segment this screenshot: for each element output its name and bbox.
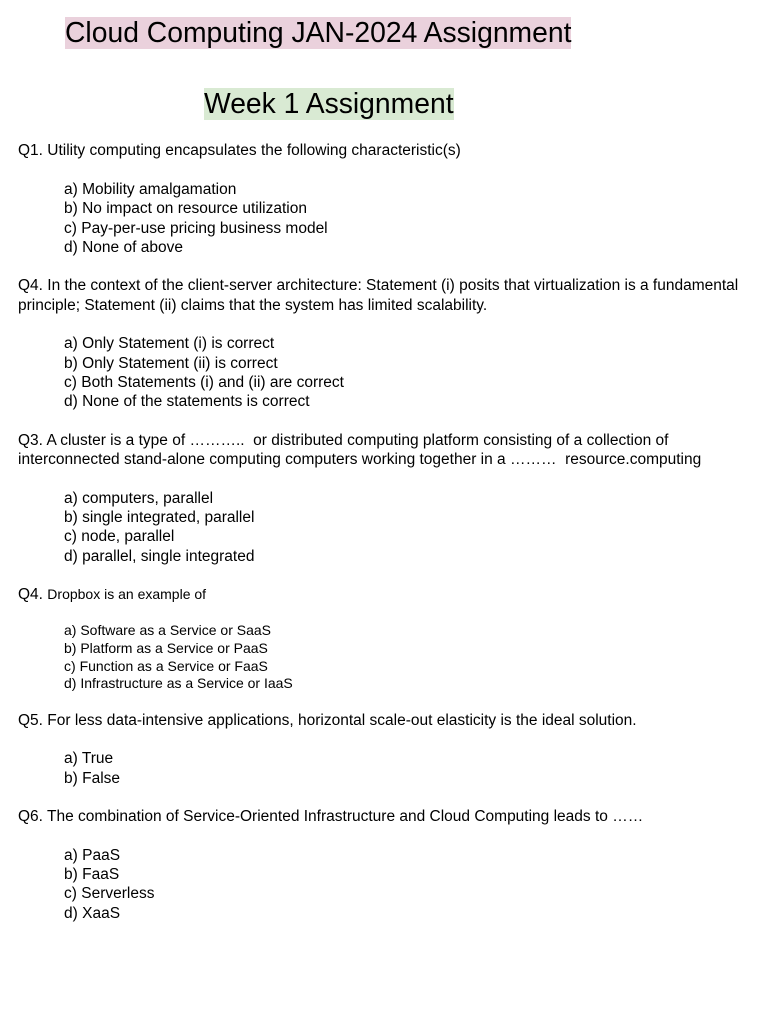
option-text: Both Statements (i) and (ii) are correct	[81, 373, 344, 391]
option-text: Function as a Service or FaaS	[79, 657, 268, 674]
question-text: Dropbox is an example of	[47, 586, 207, 603]
options-list	[18, 622, 750, 693]
question-block-4	[18, 585, 750, 693]
option-c	[64, 219, 750, 238]
option-text: FaaS	[82, 866, 120, 884]
option-label: a)	[64, 489, 78, 507]
option-b	[64, 508, 750, 527]
option-d	[64, 675, 750, 693]
option-text: None of above	[82, 238, 183, 256]
options-list	[18, 489, 750, 566]
option-d	[64, 904, 750, 923]
option-text: Only Statement (ii) is correct	[82, 354, 278, 372]
options-list	[18, 180, 750, 257]
option-text: parallel, single integrated	[82, 547, 255, 565]
question-stem	[18, 431, 750, 470]
option-text: Infrastructure as a Service or IaaS	[80, 675, 293, 692]
option-label: c)	[64, 219, 77, 237]
question-number: Q4.	[18, 586, 43, 604]
question-stem	[18, 585, 750, 604]
option-label: b)	[64, 639, 77, 656]
options-list	[18, 749, 750, 788]
question-text: In the context of the client-server architecture: Statement (i) posits that virtualization is a fundamental principle; Statement (ii) claims that the system has limited scalability.	[18, 277, 743, 314]
option-text: Only Statement (i) is correct	[82, 335, 275, 353]
question-text: Utility computing encapsulates the following characteristic(s)	[47, 142, 461, 160]
options-list	[18, 334, 750, 411]
option-label: b)	[64, 200, 78, 218]
option-text: True	[81, 750, 114, 768]
question-text: A cluster is a type of ……….. or distributed computing platform consisting of a collection of interconnected stand-alone computing computers working together in a ……… resource.computing	[18, 431, 702, 469]
option-label: a)	[64, 180, 78, 198]
option-label: a)	[64, 622, 77, 639]
option-b	[64, 640, 750, 658]
option-text: XaaS	[82, 904, 121, 922]
question-number: Q4.	[18, 277, 43, 295]
option-label: d)	[64, 238, 78, 256]
option-c	[64, 527, 750, 546]
option-text: computers, parallel	[82, 489, 214, 507]
option-label: b)	[64, 354, 78, 372]
option-text: single integrated, parallel	[82, 509, 255, 527]
option-label: b)	[64, 509, 78, 527]
option-text: PaaS	[82, 846, 121, 864]
option-c	[64, 658, 750, 676]
option-label: c)	[64, 528, 77, 546]
question-stem	[18, 711, 750, 730]
option-a	[64, 622, 750, 640]
question-stem	[18, 807, 750, 826]
question-block-3	[18, 431, 750, 566]
week-heading: Week 1 Assignment	[204, 87, 454, 119]
option-text: Pay-per-use pricing business model	[81, 219, 328, 237]
document-title: Cloud Computing JAN-2024 Assignment	[65, 16, 572, 48]
option-text: False	[82, 769, 121, 787]
question-block-1	[18, 141, 750, 257]
option-label: b)	[64, 866, 78, 884]
option-c	[64, 884, 750, 903]
option-text: Mobility amalgamation	[82, 180, 237, 198]
option-b	[64, 199, 750, 218]
option-text: No impact on resource utilization	[82, 200, 307, 218]
question-list	[18, 141, 750, 942]
options-list	[18, 846, 750, 923]
question-block-5	[18, 711, 750, 788]
question-text: For less data-intensive applications, horizontal scale-out elasticity is the ideal solution.	[47, 711, 637, 729]
option-a	[64, 489, 750, 508]
option-label: c)	[64, 373, 77, 391]
question-text: The combination of Service-Oriented Infrastructure and Cloud Computing leads to ……	[47, 808, 644, 826]
option-label: d)	[64, 904, 78, 922]
option-a	[64, 180, 750, 199]
option-text: Platform as a Service or PaaS	[80, 639, 268, 656]
option-text: Serverless	[81, 885, 155, 903]
option-a	[64, 846, 750, 865]
option-b	[64, 865, 750, 884]
question-number: Q5.	[18, 711, 43, 729]
option-b	[64, 769, 750, 788]
option-label: d)	[64, 393, 78, 411]
question-block-2	[18, 276, 750, 411]
option-d	[64, 238, 750, 257]
question-stem	[18, 276, 750, 315]
question-number: Q3.	[18, 431, 43, 449]
option-label: b)	[64, 769, 78, 787]
option-d	[64, 547, 750, 566]
option-label: d)	[64, 547, 78, 565]
option-label: d)	[64, 675, 77, 692]
option-label: a)	[64, 846, 78, 864]
option-a	[64, 334, 750, 353]
option-text: Software as a Service or SaaS	[80, 622, 271, 639]
option-text: None of the statements is correct	[82, 393, 310, 411]
question-stem	[18, 141, 750, 160]
option-text: node, parallel	[81, 528, 175, 546]
option-label: a)	[64, 750, 78, 768]
question-number: Q1.	[18, 142, 43, 160]
question-number: Q6.	[18, 808, 43, 826]
option-label: a)	[64, 335, 78, 353]
option-a	[64, 749, 750, 768]
option-label: c)	[64, 885, 77, 903]
option-b	[64, 354, 750, 373]
question-block-6	[18, 807, 750, 923]
option-d	[64, 392, 750, 411]
option-label: c)	[64, 657, 76, 674]
option-c	[64, 373, 750, 392]
